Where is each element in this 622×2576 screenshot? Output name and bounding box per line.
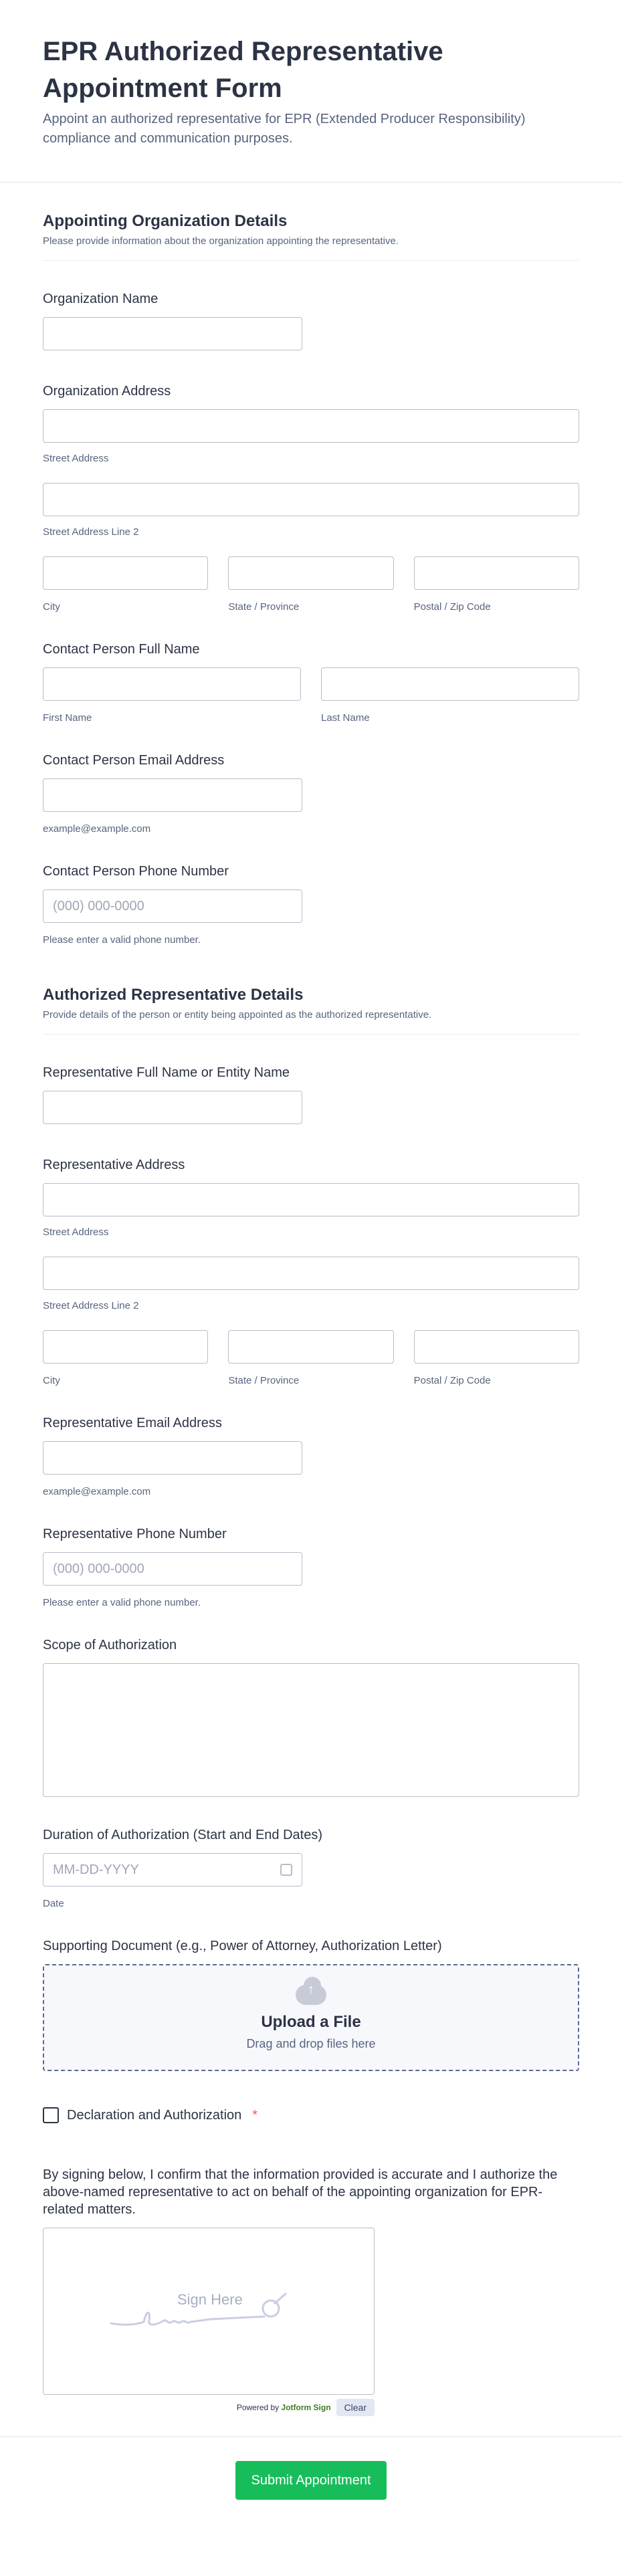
- org-name-label: Organization Name: [43, 292, 159, 306]
- declaration-field: [43, 2071, 579, 2123]
- document-field: [43, 1911, 579, 2071]
- contact-phone-field: [43, 836, 579, 947]
- org-street2-input[interactable]: [43, 483, 579, 516]
- sign-here-text: Sign Here: [177, 2291, 243, 2308]
- rep-zip-sublabel: Postal / Zip Code: [413, 1375, 491, 1386]
- contact-first-name-input[interactable]: [43, 667, 301, 701]
- org-street2-sublabel: Street Address Line 2: [43, 526, 139, 538]
- rep-section-desc: Provide details of the person or entity being appointed as the authorized representative.: [43, 1009, 432, 1021]
- contact-phone-placeholder: (000) 000-0000: [53, 898, 144, 914]
- org-section-header: [43, 183, 579, 261]
- rep-zip-input[interactable]: [414, 1330, 579, 1364]
- org-street-input[interactable]: [43, 409, 579, 443]
- rep-street2-sublabel: Street Address Line 2: [43, 1300, 139, 1311]
- rep-email-field: [43, 1388, 579, 1499]
- rep-street-sublabel: Street Address: [43, 1226, 109, 1238]
- scope-textarea[interactable]: [43, 1663, 579, 1797]
- rep-state-sublabel: State / Province: [228, 1375, 300, 1386]
- rep-address-field: [43, 1124, 579, 1388]
- declaration-text: By signing below, I confirm that the information provided is accurate and I authorize the above-named representative to act on behalf of the appointing organization for EPR-related matters.: [43, 2167, 558, 2217]
- powered-by-brand: Jotform Sign: [281, 2403, 331, 2412]
- signature-pad[interactable]: [43, 2228, 375, 2395]
- contact-last-name-sublabel: Last Name: [321, 712, 370, 724]
- rep-phone-placeholder: (000) 000-0000: [53, 1561, 144, 1576]
- org-address-label: Organization Address: [43, 384, 171, 399]
- org-address-field: [43, 350, 579, 614]
- contact-email-input[interactable]: [43, 778, 302, 812]
- scope-label: Scope of Authorization: [43, 1638, 177, 1652]
- org-zip-input[interactable]: [414, 556, 579, 590]
- org-city-sublabel: City: [43, 601, 60, 613]
- org-section-desc: Please provide information about the organization appointing the representative.: [43, 235, 399, 247]
- org-section-title: Appointing Organization Details: [43, 212, 288, 230]
- rep-name-label: Representative Full Name or Entity Name: [43, 1065, 290, 1080]
- contact-phone-input[interactable]: [43, 889, 302, 923]
- rep-name-input[interactable]: [43, 1091, 302, 1124]
- required-asterisk: *: [252, 2107, 258, 2123]
- org-state-sublabel: State / Province: [228, 601, 300, 613]
- date-sublabel: Date: [43, 1898, 64, 1909]
- rep-section: [0, 947, 622, 2416]
- rep-state-input[interactable]: [228, 1330, 393, 1364]
- powered-by-prefix: Powered by: [236, 2403, 280, 2412]
- document-label: Supporting Document (e.g., Power of Attorney, Authorization Letter): [43, 1939, 442, 1953]
- contact-name-label: Contact Person Full Name: [43, 642, 200, 657]
- contact-email-field: [43, 725, 579, 836]
- contact-email-label: Contact Person Email Address: [43, 753, 225, 768]
- duration-date-input[interactable]: [43, 1853, 302, 1887]
- rep-section-header: [43, 947, 579, 1035]
- rep-email-label: Representative Email Address: [43, 1416, 222, 1430]
- submit-button[interactable]: Submit Appointment: [235, 2461, 387, 2500]
- contact-name-field: [43, 614, 579, 725]
- declaration-checkbox[interactable]: [43, 2107, 59, 2123]
- signature-footer: [43, 2399, 375, 2416]
- file-upload-dropzone[interactable]: [43, 1964, 579, 2071]
- upload-cloud-icon: [296, 1985, 326, 2005]
- org-name-field: [43, 261, 579, 350]
- org-zip-sublabel: Postal / Zip Code: [413, 601, 491, 613]
- rep-city-input[interactable]: [43, 1330, 208, 1364]
- rep-name-field: [43, 1035, 579, 1124]
- rep-email-input[interactable]: [43, 1441, 302, 1475]
- duration-field: [43, 1797, 579, 1911]
- scope-field: [43, 1610, 579, 1797]
- date-placeholder: MM-DD-YYYY: [53, 1862, 139, 1877]
- duration-label: Duration of Authorization (Start and End Dates): [43, 1828, 323, 1842]
- contact-first-name-sublabel: First Name: [43, 712, 92, 724]
- rep-city-sublabel: City: [43, 1375, 60, 1386]
- org-section: [0, 183, 622, 947]
- rep-phone-field: [43, 1499, 579, 1610]
- form-header: [0, 0, 622, 183]
- contact-email-sublabel: example@example.com: [43, 823, 151, 835]
- form-subtitle: Appoint an authorized representative for EPR (Extended Producer Responsibility) compliance and communication purposes.: [43, 112, 526, 146]
- rep-street-input[interactable]: [43, 1183, 579, 1216]
- rep-email-sublabel: example@example.com: [43, 1486, 151, 1497]
- rep-phone-label: Representative Phone Number: [43, 1527, 227, 1541]
- upload-title: Upload a File: [261, 2012, 361, 2031]
- form-footer: [0, 2436, 622, 2500]
- powered-by-text: [237, 2403, 331, 2412]
- clear-signature-button[interactable]: Clear: [336, 2399, 375, 2416]
- calendar-icon[interactable]: [280, 1864, 292, 1876]
- rep-section-title: Authorized Representative Details: [43, 986, 304, 1004]
- form-title: EPR Authorized Representative Appointment Form: [43, 37, 443, 103]
- org-street-sublabel: Street Address: [43, 453, 109, 464]
- signature-field: [43, 2123, 579, 2416]
- org-name-input[interactable]: [43, 317, 302, 350]
- rep-phone-input[interactable]: [43, 1552, 302, 1586]
- contact-phone-label: Contact Person Phone Number: [43, 864, 229, 879]
- org-state-input[interactable]: [228, 556, 393, 590]
- contact-phone-sublabel: Please enter a valid phone number.: [43, 934, 201, 946]
- rep-address-label: Representative Address: [43, 1158, 185, 1172]
- rep-phone-sublabel: Please enter a valid phone number.: [43, 1597, 201, 1608]
- org-city-input[interactable]: [43, 556, 208, 590]
- rep-street2-input[interactable]: [43, 1257, 579, 1290]
- contact-last-name-input[interactable]: [321, 667, 579, 701]
- declaration-label: Declaration and Authorization: [67, 2107, 242, 2123]
- upload-subtitle: Drag and drop files here: [246, 2036, 376, 2050]
